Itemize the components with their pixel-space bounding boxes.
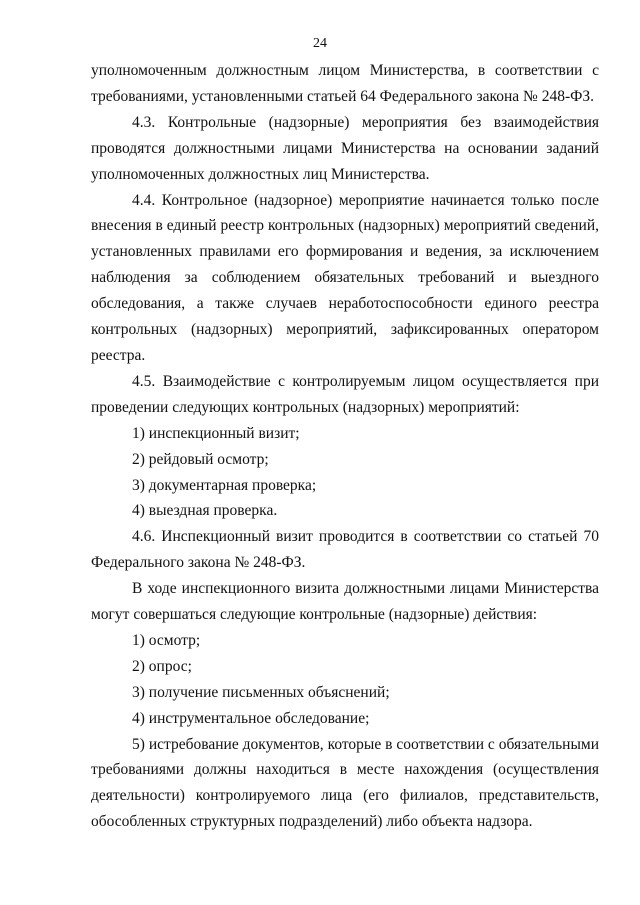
list-item: 3) получение письменных объяснений; [132, 683, 390, 701]
list-item: 2) опрос; [132, 657, 192, 675]
list-item: 4) инструментальное обследование; [132, 709, 370, 727]
paragraph-continuation: уполномоченным должностным лицом Министерства, в соответствии с требованиями, установленными статьей 64 Федерального закона № 248-ФЗ. [91, 62, 599, 105]
list-item: 3) документарная проверка; [132, 476, 317, 494]
paragraph-4-3: 4.3. Контрольные (надзорные) мероприятия без взаимодействия проводятся должностными лицами Министерства на основании заданий уполномоченных должностных лиц Министерства. [91, 113, 599, 183]
paragraph-4-5: 4.5. Взаимодействие с контролируемым лицом осуществляется при проведении следующих контрольных (надзорных) мероприятий: [91, 372, 599, 416]
list-item: 4) выездная проверка. [132, 502, 278, 520]
list-item: 5) истребование документов, которые в соответствии с обязательными требованиями должны находиться в месте нахождения (осуществления деятельности) контролируемого лица (его филиалов, представительств, обособленных структурных подразделений) либо объекта надзора. [91, 735, 599, 831]
paragraph-4-6: 4.6. Инспекционный визит проводится в соответствии со статьей 70 Федерального закона № 248-ФЗ. [91, 528, 599, 572]
list-item: 1) осмотр; [132, 631, 201, 649]
paragraph-inspection-actions: В ходе инспекционного визита должностными лицами Министерства могут совершаться следующие контрольные (надзорные) действия: [91, 580, 599, 624]
document-body [91, 58, 599, 835]
list-item: 2) рейдовый осмотр; [132, 450, 269, 468]
paragraph-4-4: 4.4. Контрольное (надзорное) мероприятие начинается только после внесения в единый реестр контрольных (надзорных) мероприятий сведений, установленных правилами его формирования и ведения, за исключением наблюдения за соблюдением обязательных требований и выездного обследования, а также случаев неработоспособности единого реестра контрольных (надзорных) мероприятий, зафиксированных оператором реестра. [91, 191, 599, 364]
page-number: 24 [313, 36, 327, 51]
list-item: 1) инспекционный визит; [132, 424, 300, 442]
